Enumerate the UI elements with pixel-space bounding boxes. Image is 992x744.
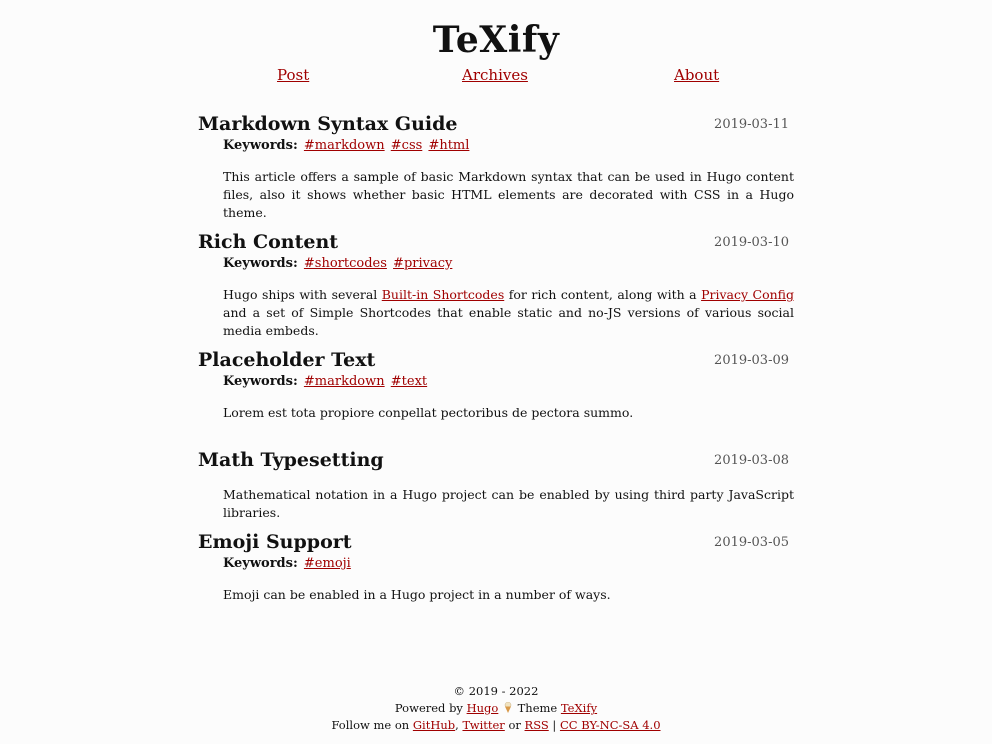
tag-link[interactable]: #privacy (393, 256, 453, 271)
nav-archives-link[interactable]: Archives (462, 66, 528, 84)
tag-link[interactable]: #shortcodes (303, 256, 387, 271)
builtin-shortcodes-link[interactable]: Built-in Shortcodes (381, 287, 505, 302)
post-date: 2019-03-10 (714, 235, 789, 250)
post-title[interactable]: Markdown Syntax Guide (198, 113, 458, 135)
post-date: 2019-03-09 (714, 353, 789, 368)
theme-label: Theme (517, 701, 558, 715)
or-label: or (508, 718, 521, 732)
post-title[interactable]: Emoji Support (198, 531, 352, 553)
post-summary: This article offers a sample of basic Markdown syntax that can be used in Hugo content files, also it shows whether basic HTML elements are decorated with CSS in a Hugo theme. (223, 169, 794, 220)
tag-link[interactable]: #markdown (303, 138, 385, 153)
tag-link[interactable]: #css (390, 138, 423, 153)
post-summary (223, 286, 794, 340)
nav-post-link[interactable]: Post (277, 66, 310, 84)
post-keywords (223, 255, 452, 273)
summary-text: for rich content, along with a (504, 287, 702, 302)
post-date: 2019-03-05 (714, 535, 789, 550)
tag-link[interactable]: #emoji (303, 556, 351, 571)
post-summary: Mathematical notation in a Hugo project can be enabled by using third party JavaScript libraries. (223, 487, 794, 520)
keywords-label: Keywords: (223, 256, 298, 271)
keywords-label: Keywords: (223, 556, 298, 571)
copyright: © 2019 - 2022 (453, 684, 539, 698)
post-title[interactable]: Math Typesetting (198, 449, 384, 471)
github-link[interactable]: GitHub (412, 718, 456, 732)
ice-cream-icon (504, 702, 512, 713)
keywords-label: Keywords: (223, 138, 298, 153)
follow-line: Follow me on GitHub, Twitter or RSS | CC BY-NC-SA 4.0 (331, 718, 661, 732)
post-summary: Lorem est tota propiore conpellat pectoribus de pectora summo. (223, 405, 634, 420)
post-date: 2019-03-11 (714, 117, 789, 132)
site-footer (0, 683, 992, 734)
nav-about-link[interactable]: About (674, 66, 720, 84)
texify-theme-link[interactable]: TeXify (560, 701, 598, 715)
twitter-link[interactable]: Twitter (462, 718, 505, 732)
keywords-label: Keywords: (223, 374, 298, 389)
tag-link[interactable]: #html (428, 138, 470, 153)
post-keywords (223, 373, 427, 391)
license-link[interactable]: CC BY-NC-SA 4.0 (559, 718, 661, 732)
summary-text: Hugo ships with several (223, 287, 382, 302)
rss-link[interactable]: RSS (524, 718, 549, 732)
post-title[interactable]: Rich Content (198, 231, 339, 253)
hugo-link[interactable]: Hugo (466, 701, 499, 715)
post-date: 2019-03-08 (714, 453, 789, 468)
summary-text: and a set of Simple Shortcodes that enable static and no-JS versions of various social media embeds. (223, 305, 794, 338)
powered-by-line (0, 700, 992, 717)
tag-link[interactable]: #markdown (303, 374, 385, 389)
follow-label: Follow me on (331, 718, 410, 732)
post-summary: Emoji can be enabled in a Hugo project in a number of ways. (223, 587, 611, 602)
tag-link[interactable]: #text (390, 374, 428, 389)
powered-by-label: Powered by (394, 701, 463, 715)
post-title[interactable]: Placeholder Text (198, 349, 376, 371)
post-keywords (223, 555, 351, 573)
site-title[interactable]: TeXify (432, 19, 560, 61)
post-keywords (223, 137, 469, 155)
separator: | (552, 718, 557, 732)
privacy-config-link[interactable]: Privacy Config (701, 287, 794, 302)
